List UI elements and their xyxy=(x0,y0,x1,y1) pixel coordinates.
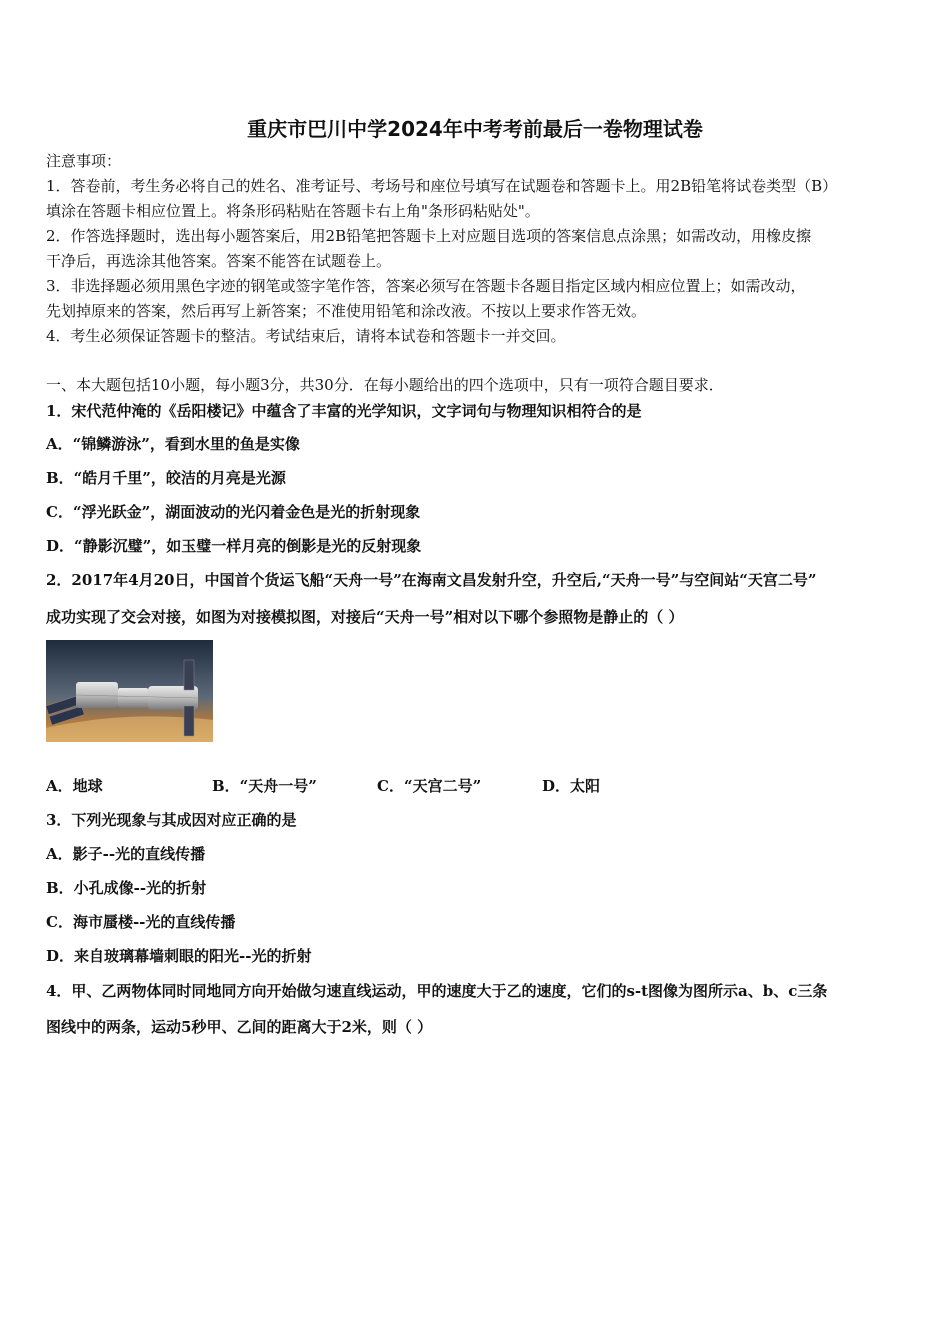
q2-stem-line-2: 成功实现了交会对接，如图为对接模拟图，对接后“天舟一号”相对以下哪个参照物是静止的（ ） xyxy=(46,608,684,626)
notice-line-4: 干净后，再选涂其他答案。答案不能答在试题卷上。 xyxy=(46,252,392,270)
q1-stem: 1．宋代范仲淹的《岳阳楼记》中蕴含了丰富的光学知识，文字词句与物理知识相符合的是 xyxy=(46,402,642,420)
q2-stem-line-1: 2．2017年4月20日，中国首个货运飞船“天舟一号”在海南文昌发射升空，升空后,“天舟一号”与空间站“天宫二号” xyxy=(46,571,817,589)
q1-option-c: C．“浮光跃金”，湖面波动的光闪着金色是光的折射现象 xyxy=(46,503,421,521)
notice-line-3: 2．作答选择题时，选出每小题答案后，用2B铅笔把答题卡上对应题目选项的答案信息点涂黑；如需改动，用橡皮擦 xyxy=(46,227,812,245)
notice-heading: 注意事项： xyxy=(46,152,122,170)
q1-option-a: A．“锦鳞游泳”，看到水里的鱼是实像 xyxy=(46,435,300,453)
notice-line-1: 1．答卷前，考生务必将自己的姓名、准考证号、考场号和座位号填写在试题卷和答题卡上。用2B铅笔将试卷类型（B） xyxy=(46,177,838,195)
docking-illustration xyxy=(46,640,213,742)
q4-stem-line-2: 图线中的两条，运动5秒甲、乙间的距离大于2米，则（ ） xyxy=(46,1018,433,1036)
q3-option-b: B．小孔成像--光的折射 xyxy=(46,879,207,897)
q1-option-b: B．“皓月千里”，皎洁的月亮是光源 xyxy=(46,469,286,487)
notice-line-6: 先划掉原来的答案，然后再写上新答案；不准使用铅笔和涂改液。不按以上要求作答无效。 xyxy=(46,302,647,320)
q2-option-d: D．太阳 xyxy=(542,777,601,795)
spacecraft-docking-image xyxy=(46,640,213,742)
q1-option-d: D．“静影沉璧”，如玉璧一样月亮的倒影是光的反射现象 xyxy=(46,537,422,555)
q2-option-b: B．“天舟一号” xyxy=(212,777,317,795)
q2-option-a: A．地球 xyxy=(46,777,103,795)
notice-line-5: 3．非选择题必须用黑色字迹的钢笔或签字笔作答，答案必须写在答题卡各题目指定区域内相应位置上；如需改动， xyxy=(46,277,806,295)
notice-line-7: 4．考生必须保证答题卡的整洁。考试结束后，请将本试卷和答题卡一并交回。 xyxy=(46,327,566,345)
q3-option-c: C．海市蜃楼--光的直线传播 xyxy=(46,913,236,931)
q3-option-d: D．来自玻璃幕墙刺眼的阳光--光的折射 xyxy=(46,947,312,965)
notice-line-2: 填涂在答题卡相应位置上。将条形码粘贴在答题卡右上角"条形码粘贴处"。 xyxy=(46,202,540,220)
q3-stem: 3．下列光现象与其成因对应正确的是 xyxy=(46,811,297,829)
exam-title: 重庆市巴川中学2024年中考考前最后一卷物理试卷 xyxy=(247,117,703,141)
q2-option-c: C．“天宫二号” xyxy=(377,777,482,795)
q4-stem-line-1: 4．甲、乙两物体同时同地同方向开始做匀速直线运动，甲的速度大于乙的速度，它们的s-t图像为图所示a、b、c三条 xyxy=(46,982,828,1000)
section-heading: 一、本大题包括10小题，每小题3分，共30分．在每小题给出的四个选项中，只有一项符合题目要求． xyxy=(46,376,724,394)
q3-option-a: A．影子--光的直线传播 xyxy=(46,845,206,863)
